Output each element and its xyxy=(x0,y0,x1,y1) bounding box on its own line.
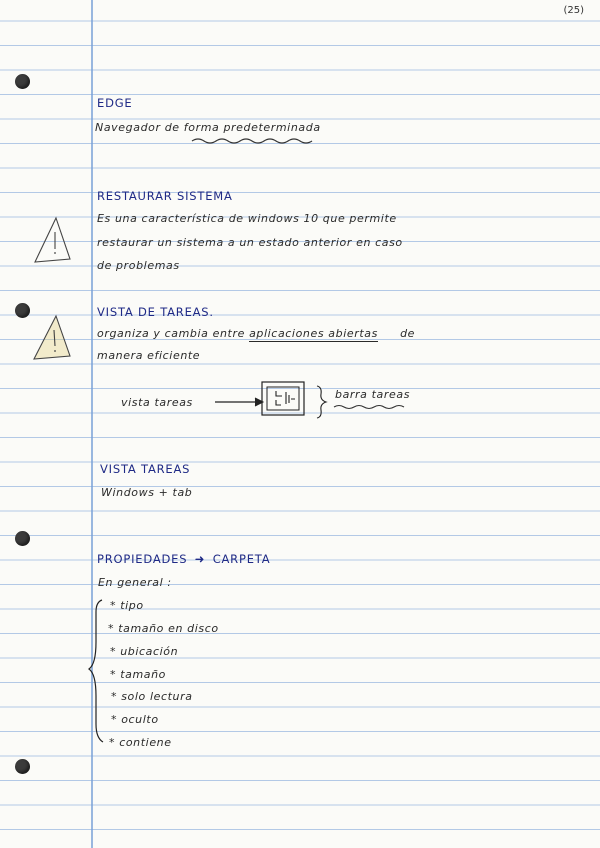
warning-icon xyxy=(35,218,70,262)
vdt-suffix: de xyxy=(400,327,416,340)
brace-label: barra tareas xyxy=(335,388,411,401)
edge-line-prefix: Navegador de xyxy=(95,121,180,134)
wavy-underline xyxy=(192,139,312,143)
arrow-right-icon xyxy=(215,398,263,406)
page-number: (25) xyxy=(563,5,584,16)
list-brace xyxy=(89,600,103,742)
list-item: * tamaño xyxy=(110,668,167,681)
restaurar-line-1: Es una característica de windows 10 que permite xyxy=(97,212,397,225)
list-item: * contiene xyxy=(109,736,172,749)
list-item: * oculto xyxy=(111,713,159,726)
restaurar-line-3: de problemas xyxy=(97,259,180,272)
section-title-vista-tareas: VISTA TAREAS xyxy=(100,462,191,476)
wavy-underline xyxy=(334,406,404,409)
section-title-restaurar: RESTAURAR SISTEMA xyxy=(97,189,233,203)
propiedades-title-right: CARPETA xyxy=(212,552,271,566)
vista-de-tareas-line-2: manera eficiente xyxy=(97,349,201,362)
restaurar-line-2: restaurar un sistema a un estado anterior en caso xyxy=(97,236,403,249)
list-item: * ubicación xyxy=(110,645,179,658)
diagram-label: vista tareas xyxy=(121,396,193,409)
warning-icon xyxy=(34,316,70,359)
list-item: * solo lectura xyxy=(111,690,193,703)
vdt-prefix: organiza y cambia entre xyxy=(97,327,245,340)
arrow-right-icon: ➜ xyxy=(194,552,206,566)
task-view-icon xyxy=(262,382,304,415)
list-item: * tamaño en disco xyxy=(108,622,219,635)
list-item: * tipo xyxy=(110,599,144,612)
section-title-vista-de-tareas: VISTA DE TAREAS. xyxy=(97,305,214,319)
section-title-edge: EDGE xyxy=(97,96,133,110)
propiedades-intro: En general : xyxy=(98,576,172,589)
edge-underlined: forma predeterminada xyxy=(183,121,321,134)
propiedades-title-left: PROPIEDADES xyxy=(97,552,188,566)
curly-brace xyxy=(317,386,326,418)
vista-tareas-line-1: Windows + tab xyxy=(101,486,193,499)
vdt-underlined: aplicaciones abiertas xyxy=(249,327,378,340)
